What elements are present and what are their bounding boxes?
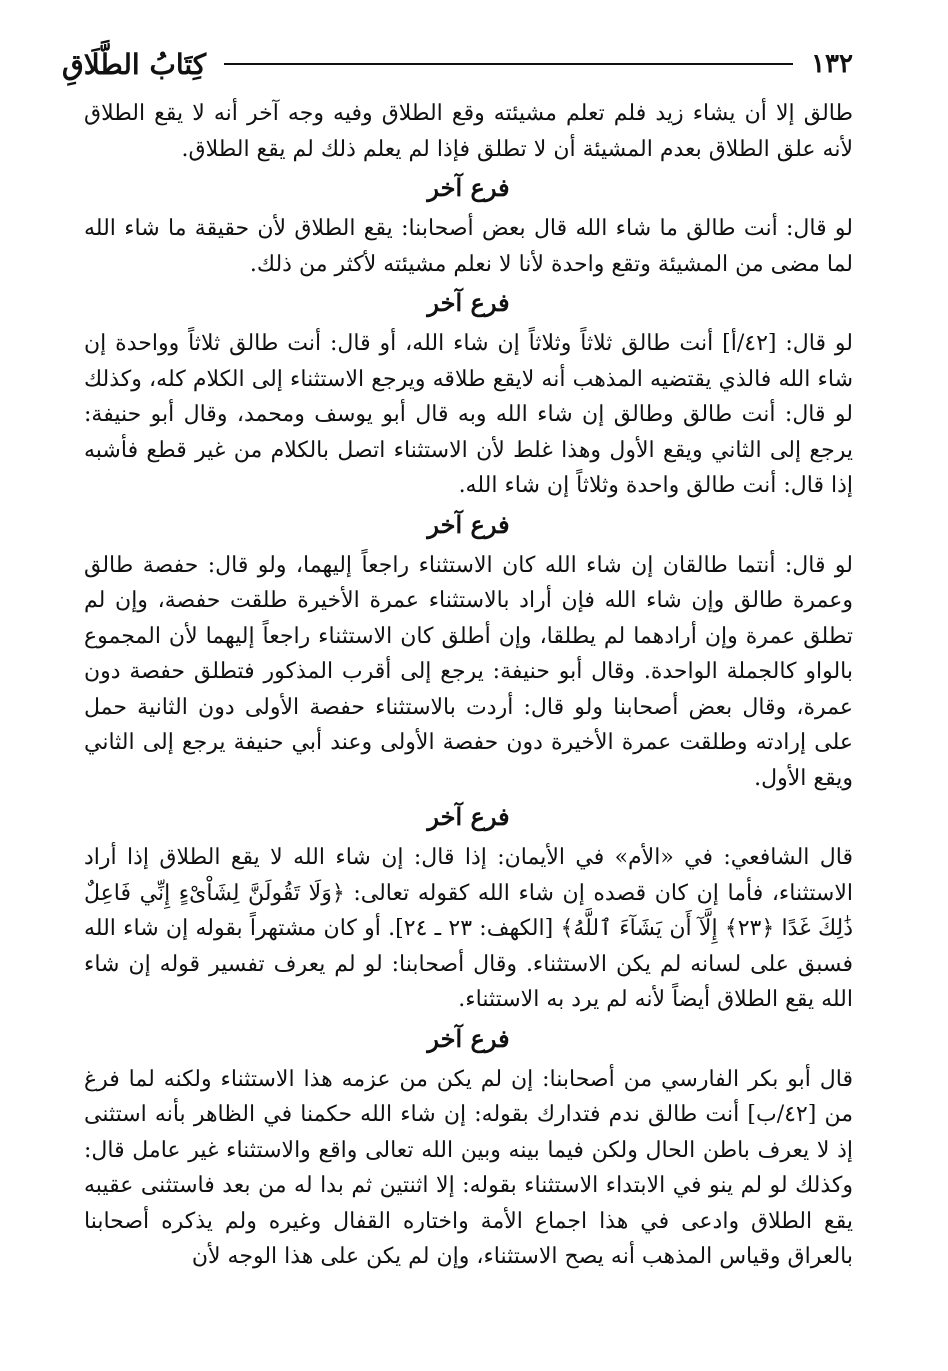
section-heading: فرع آخر [427,802,510,831]
paragraph: لو قال: أنت طالق ما شاء الله قال بعض أصحابنا: يقع الطلاق لأن حقيقة ما شاء الله لما مضى من المشيئة وتقع واحدة لأنا لا نعلم مشيئته لأكثر من ذلك. [84,216,853,277]
header-rule [224,63,793,65]
section-heading: فرع آخر [427,509,510,539]
section-heading: فرع آخر [427,173,510,202]
paragraph: لو قال: [٤٢/أ] أنت طالق ثلاثاً وثلاثاً إن شاء الله، أو قال: أنت طالق ثلاثاً وواحدة إن شاء الله فالذي يقتضيه المذهب أنه لايقع طلاقه ويرجع الاستثناء إلى الكلام كله، وكذلك لو قال: أنت طالق وطالق إن شاء الله وبه قال أبو يوسف ومحمد، وقال أبو حنيفة: يرجع إلى الثاني ويقع الأول وهذا غلط لأن الاستثناء اتصل بالكلام من غير قطع فأشبه إذا قال: أنت طالق واحدة وثلاثاً إن شاء الله. [84,331,853,498]
paragraph: لو قال: أنتما طالقان إن شاء الله كان الاستثناء راجعاً إليهما، ولو قال: حفصة طالق وعمرة طالق وإن شاء الله فإن أراد بالاستثناء عمرة الأخيرة طلقت حفصة، وإن لم تطلق عمرة وإن أرادهما لم يطلقا، وإن أطلق كان الاستثناء راجعاً إليهما لأن المجموع بالواو كالجملة الواحدة. وقال أبو حنيفة: يرجع إلى أقرب المذكور فتطلق حفصة دون عمرة، وقال بعض أصحابنا ولو قال: أردت بالاستثناء حفصة الأولى دون الثانية حمل على إرادته وطلقت عمرة الأخيرة دون حفصة الأولى وعند أبي حنيفة يرجع إلى الثاني ويقع الأول. [84,552,853,791]
paragraph: قال الشافعي: في «الأم» في الأيمان: إذا قال: إن شاء الله لا يقع الطلاق إذا أراد الاستثناء، فأما إن كان قصده إن شاء الله كقوله تعالى: ﴿وَلَا تَقُولَنَّ لِشَاْىْءٍ إِنِّي فَاعِلٌ ذَٰلِكَ غَدًا ﴿٢٣﴾ إِلَّآ أَن يَشَآءَ ٱللَّهُ﴾ [الكهف: ٢٣ ـ ٢٤]. أو كان مشتهراً بقوله إن شاء الله فسبق على لسانه لم يكن الاستثناء. وقال أصحابنا: لو لم يعرف تفسير قوله إن شاء الله يقع الطلاق أيضاً لأنه لم يرد به الاستثناء. [84,845,853,1012]
page-header [62,42,853,86]
section-heading: فرع آخر [427,1023,510,1053]
section-heading: فرع آخر [427,288,510,317]
page-number: ١٣٢ [811,49,853,79]
paragraph: قال أبو بكر الفارسي من أصحابنا: إن لم يكن من عزمه هذا الاستثناء ولكنه لما فرغ من [٤٢/ب] أنت طالق ندم فتدارك بقوله: إن شاء الله حكمنا في الظاهر بأنه استثنى إذ لا يعرف باطن الحال ولكن فيما بينه وبين الله تعالى واقع والاستثناء غير عامل قال: وكذلك لو لم ينو في الابتداء الاستثناء بقوله: إلا اثنتين ثم بدا له من بعد فاستثنى عقيبه يقع الطلاق وادعى في هذا اجماع الأمة واختاره القفال وغيره ولم يذكره أصحابنا بالعراق وقياس المذهب أنه يصح الاستثناء، وإن لم يكن على هذا الوجه لأن [84,1066,853,1269]
page-body [84,96,853,1363]
paragraph: طالق إلا أن يشاء زيد فلم تعلم مشيئته وقع الطلاق وفيه وجه آخر أنه لا يقع الطلاق لأنه علق الطلاق بعدم المشيئة أن لا تطلق فإذا لم يعلم ذلك لم يقع الطلاق. [84,101,853,162]
running-title: كِتَابُ الطَّلَاقِ [62,47,207,81]
